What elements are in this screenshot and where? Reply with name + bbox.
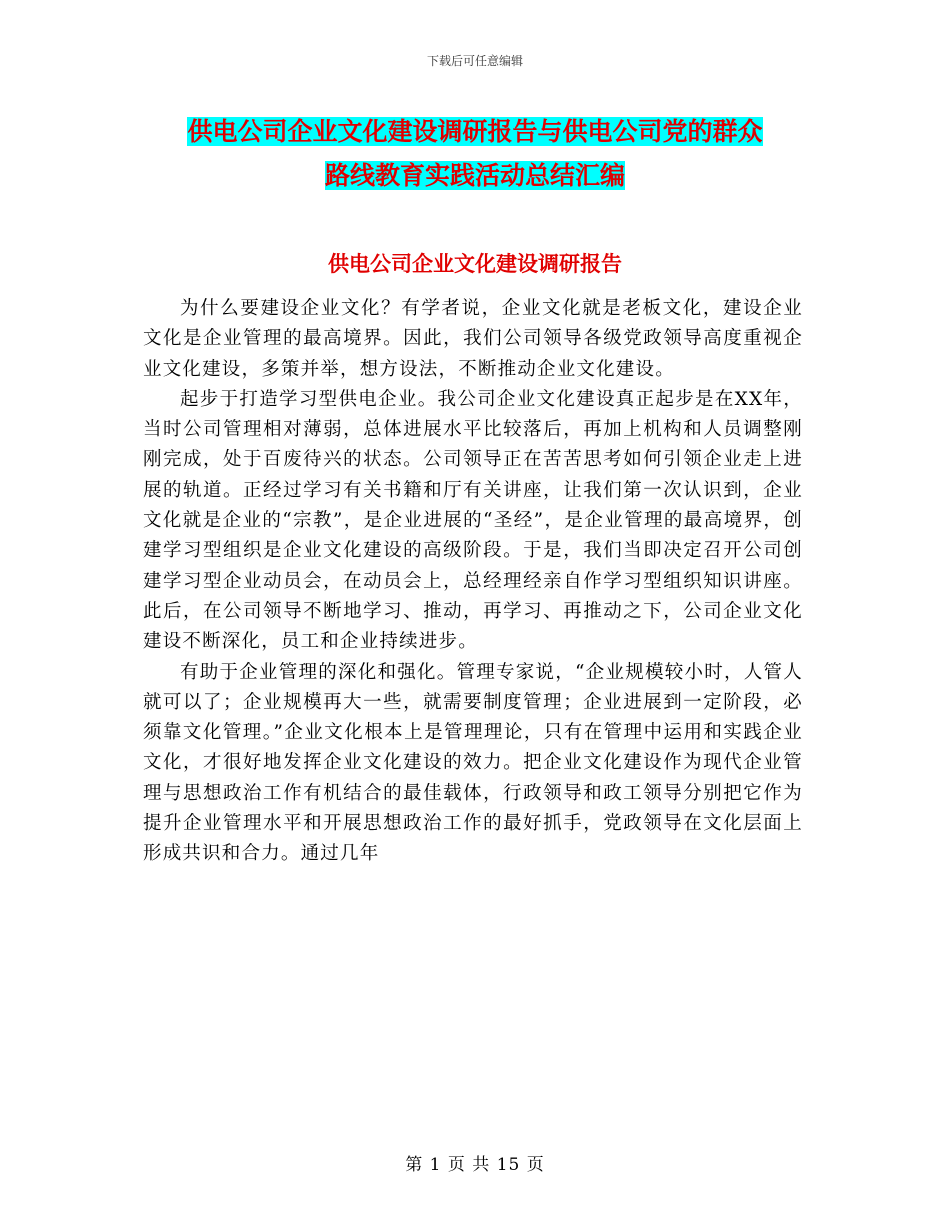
- document-title: [140, 110, 810, 198]
- page-number-footer: 第 1 页 共 15 页: [405, 1155, 545, 1175]
- paragraph: 为什么要建设企业文化？有学者说，企业文化就是老板文化，建设企业文化是企业管理的最高境界。因此，我们公司领导各级党政领导高度重视企业文化建设，多策并举，想方设法，不断推动企业文化建设。: [143, 298, 803, 380]
- paragraph: 起步于打造学习型供电企业。我公司企业文化建设真正起步是在XX年，当时公司管理相对薄弱，总体进展水平比较落后，再加上机构和人员调整刚刚完成，处于百废待兴的状态。公司领导正在苦苦思考如何引领企业走上进展的轨道。正经过学习有关书籍和厅有关讲座，让我们第一次认识到，企业文化就是企业的“宗教”，是企业进展的“圣经”，是企业管理的最高境界，创建学习型组织是企业文化建设的高级阶段。于是，我们当即决定召开公司创建学习型企业动员会，在动员会上，总经理经亲自作学习型组织知识讲座。此后，在公司领导不断地学习、推动，再学习、再推动之下，公司企业文化建设不断深化，员工和企业持续进步。: [143, 388, 803, 653]
- document-body: [143, 294, 803, 870]
- page-header-note: 下载后可任意编辑: [426, 54, 523, 68]
- document-title-line-1: 供电公司企业文化建设调研报告与供电公司党的群众: [187, 117, 763, 146]
- paragraph: 有助于企业管理的深化和强化。管理专家说，“企业规模较小时，人管人就可以了；企业规模再大一些，就需要制度管理；企业进展到一定阶段，必须靠文化管理。”企业文化根本上是管理理论，只有在管理中运用和实践企业文化，才很好地发挥企业文化建设的效力。把企业文化建设作为现代企业管理与思想政治工作有机结合的最佳载体，行政领导和政工领导分别把它作为提升企业管理水平和开展思想政治工作的最好抓手，党政领导在文化层面上形成共识和合力。通过几年: [143, 661, 803, 865]
- section-title: 供电公司企业文化建设调研报告: [328, 251, 622, 276]
- document-title-line-2: 路线教育实践活动总结汇编: [324, 161, 625, 190]
